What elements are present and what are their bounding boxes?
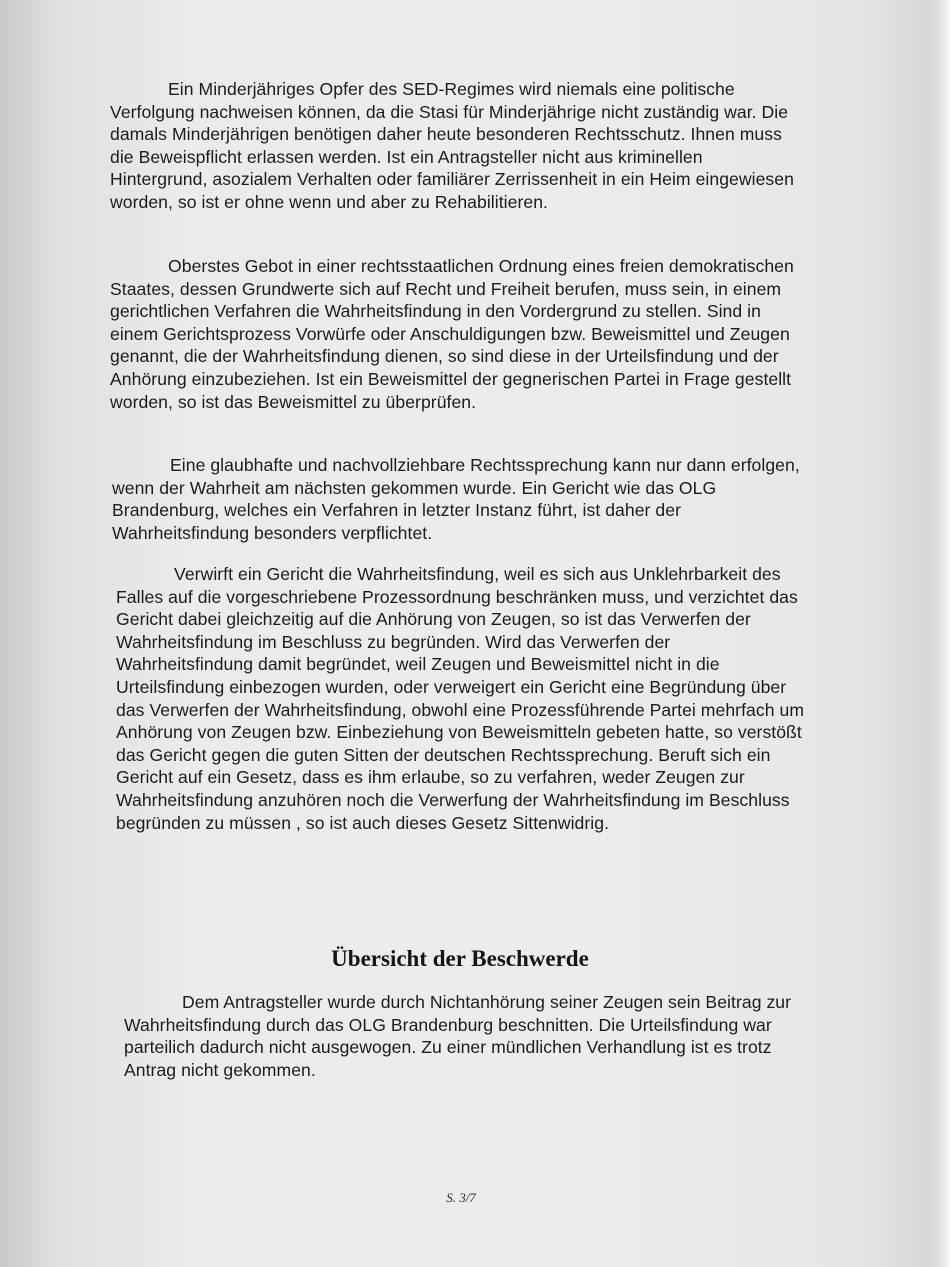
page-edge-shadow (936, 0, 950, 1267)
paragraph-rejection-of-truth-finding: Verwirft ein Gericht die Wahrheitsfindung, weil es sich aus Unklehrbarkeit des Falles auf die vorgeschriebene Prozessordnung beschränken muss, und verzichtet das Gericht dabei gleichzeitig auf die Anhörung von Zeugen, so ist das Verwerfen der Wahrheitsfindung im Beschluss zu begründen. Wird das Verwerfen der Wahrheitsfindung damit begründet, weil Zeugen und Beweismittel nicht in die Urteilsfindung einbezogen wurden, oder verweigert ein Gericht eine Begründung über das Verwerfen der Wahrheitsfindung, obwohl eine Prozessführende Partei mehrfach um Anhörung von Zeugen bzw. Einbeziehung von Beweismitteln gebeten hatte, so verstößt das Gericht gegen die guten Sitten der deutschen Rechtssprechung. Beruft sich ein Gericht auf ein Gesetz, dass es ihm erlaube, so zu verfahren, weder Zeugen zur Wahrheitsfindung anzuhören noch die Verwerfung der Wahrheitsfindung im Beschluss begründen zu müssen , so ist auch dieses Gesetz Sittenwidrig. (116, 564, 805, 833)
paragraph-truth-finding-principle: Oberstes Gebot in einer rechtsstaatlichen Ordnung eines freien demokratischen Staates, dessen Grundwerte sich auf Recht und Freiheit berufen, muss sein, in einem gerichtlichen Verfahren die Wahrheitsfindung in den Vordergrund zu stellen. Sind in einem Gerichtsprozess Vorwürfe oder Anschuldigungen bzw. Beweismittel und Zeugen genannt, die der Wahrheitsfindung dienen, so sind diese in der Urteilsfindung und der Anhörung einzubeziehen. Ist ein Beweismittel der gegnerischen Partei in Frage gestellt worden, so ist das Beweismittel zu überprüfen. (110, 256, 794, 412)
paragraph-minor-victims: Ein Minderjähriges Opfer des SED-Regimes wird niemals eine politische Verfolgung nachweisen können, da die Stasi für Minderjährige nicht zuständig war. Die damals Minderjährigen benötigen daher heute besonderen Rechtsschutz. Ihnen muss die Beweispflicht erlassen werden. Ist ein Antragsteller nicht aus kriminellen Hintergrund, asozialem Verhalten oder familiärer Zerrissenheit in ein Heim eingewiesen worden, so ist er ohne wenn und aber zu Rehabilitieren. (110, 79, 794, 212)
paragraph-credible-jurisdiction: Eine glaubhafte und nachvollziehbare Rechtssprechung kann nur dann erfolgen, wenn der Wahrheit am nächsten gekommen wurde. Ein Gericht wie das OLG Brandenburg, welches ein Verfahren in letzter Instanz führt, ist daher der Wahrheitsfindung besonders verpflichtet. (112, 455, 800, 543)
paragraph-complaint-summary: Dem Antragsteller wurde durch Nichtanhörung seiner Zeugen sein Beitrag zur Wahrheitsfindung durch das OLG Brandenburg beschnitten. Die Urteilsfindung war parteilich dadurch nicht ausgewogen. Zu einer mündlichen Verhandlung ist es trotz Antrag nicht gekommen. (124, 992, 792, 1080)
section-heading: Übersicht der Beschwerde (331, 946, 589, 971)
page-number: S. 3/7 (446, 1190, 476, 1205)
